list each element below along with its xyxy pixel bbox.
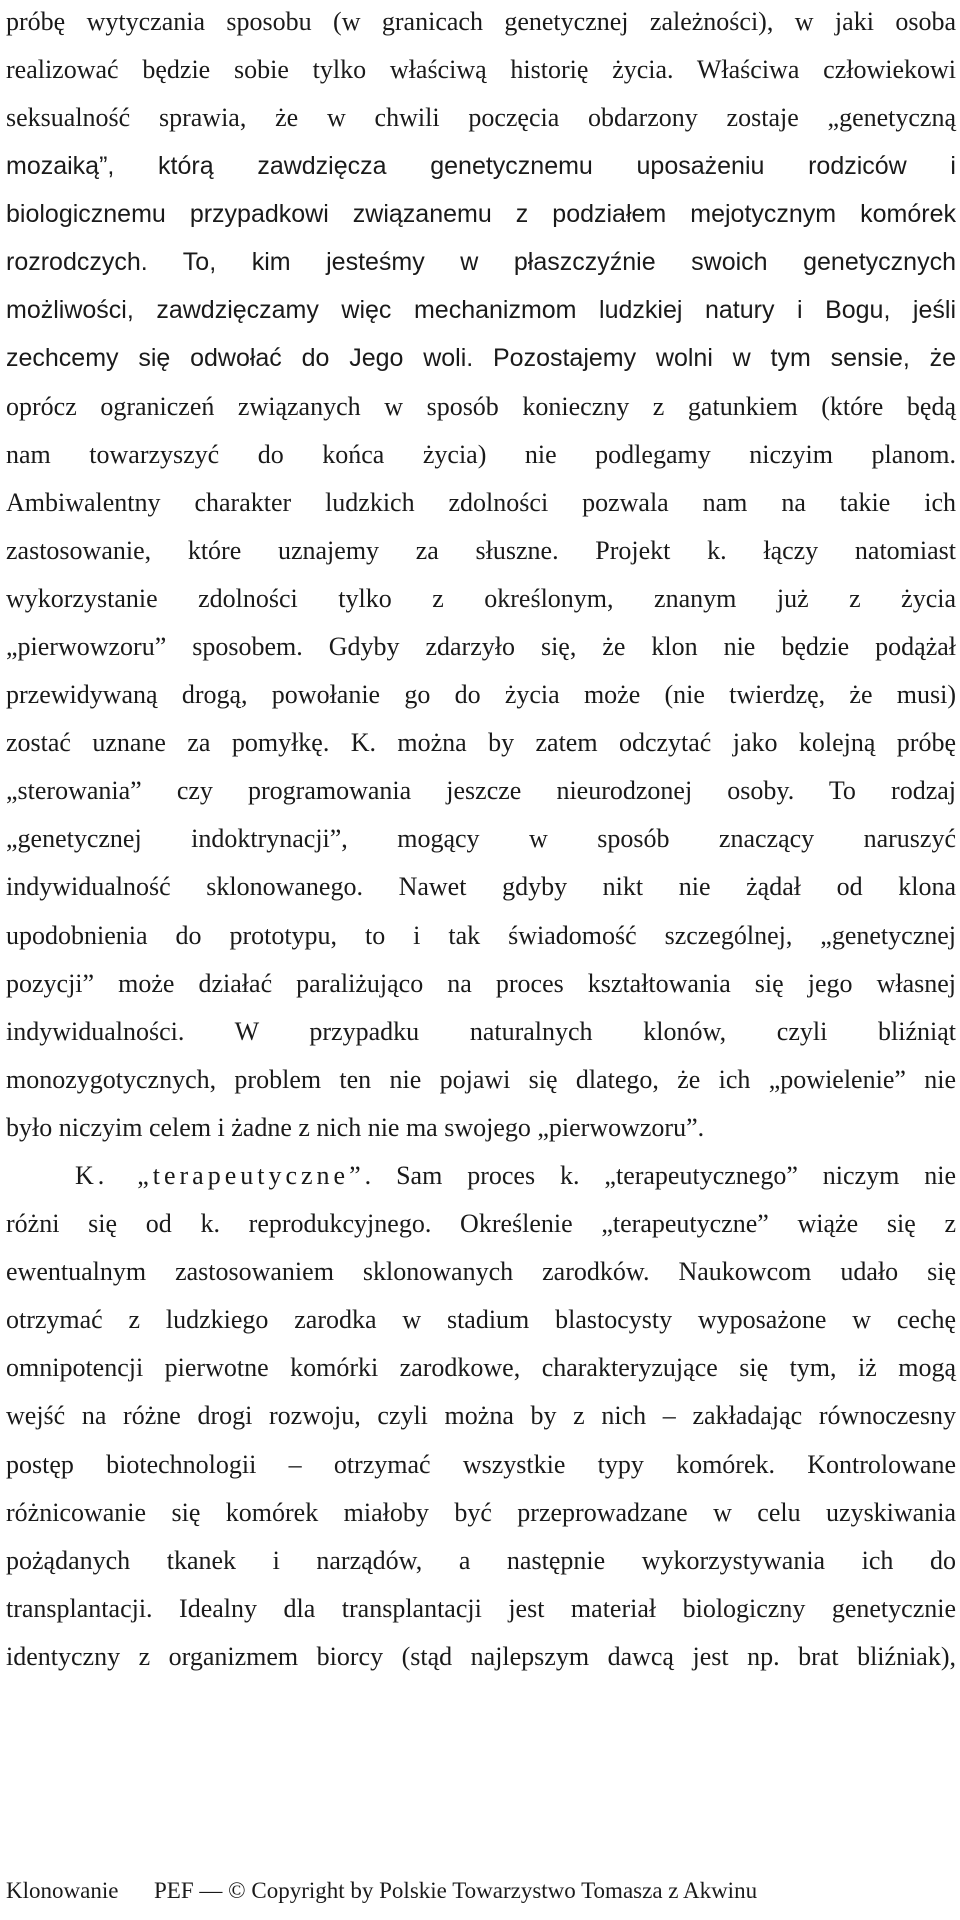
- body-line: było niczyim celem i żadne z nich nie ma swojego „pierwowzoru”.: [6, 1113, 705, 1142]
- body-line: mozaiką”, którą zawdzięcza genetycznemu uposażeniu rodziców i: [6, 152, 956, 180]
- body-line: przewidywaną drogą, powołanie go do życia może (nie twierdzę, że musi): [6, 680, 956, 709]
- body-line: „sterowania” czy programowania jeszcze nieurodzonej osoby. To rodzaj: [6, 776, 956, 805]
- body-line: realizować będzie sobie tylko właściwą historię życia. Właściwa człowiekowi: [6, 55, 956, 84]
- footer-copyright: PEF — © Copyright by Polskie Towarzystwo Tomasza z Akwinu: [154, 1878, 758, 1903]
- body-line: różnicowanie się komórek miałoby być przeprowadzane w celu uzyskiwania: [6, 1498, 956, 1527]
- page-footer: [6, 1873, 956, 1909]
- body-line: zostać uznane za pomyłkę. K. można by zatem odczytać jako kolejną próbę: [6, 728, 956, 757]
- body-line: monozygotycznych, problem ten nie pojawi się dlatego, że ich „powielenie” nie: [6, 1065, 956, 1094]
- body-line: pożądanych tkanek i narządów, a następnie wykorzystywania ich do: [6, 1546, 956, 1575]
- body-line: możliwości, zawdzięczamy więc mechanizmom ludzkiej natury i Bogu, jeśli: [6, 296, 956, 324]
- body-line: indywidualności. W przypadku naturalnych klonów, czyli bliźniąt: [6, 1017, 956, 1046]
- body-line: biologicznemu przypadkowi związanemu z podziałem mejotycznym komórek: [6, 200, 956, 228]
- document-page: [6, 0, 956, 1920]
- body-line: wykorzystanie zdolności tylko z określonym, znanym już z życia: [6, 584, 956, 613]
- body-line: identyczny z organizmem biorcy (stąd najlepszym dawcą jest np. brat bliźniak),: [6, 1642, 956, 1671]
- body-line: różni się od k. reprodukcyjnego. Określenie „terapeutyczne” wiąże się z: [6, 1209, 956, 1238]
- body-line: „pierwowzoru” sposobem. Gdyby zdarzyło się, że klon nie będzie podążał: [6, 632, 956, 661]
- body-line: upodobnienia do prototypu, to i tak świadomość szczególnej, „genetycznej: [6, 921, 956, 950]
- footer-title: Klonowanie: [6, 1878, 119, 1903]
- section-heading: K. „terapeutyczne”: [75, 1161, 365, 1190]
- body-line: zechcemy się odwołać do Jego woli. Pozostajemy wolni w tym sensie, że: [6, 344, 956, 372]
- body-line: seksualność sprawia, że w chwili poczęcia obdarzony zostaje „genetyczną: [6, 103, 956, 132]
- body-line: otrzymać z ludzkiego zarodka w stadium blastocysty wyposażone w cechę: [6, 1305, 956, 1334]
- section-first-line-text: . Sam proces k. „terapeutycznego” niczym nie: [364, 1161, 957, 1190]
- section-first-line: [6, 1156, 956, 1196]
- body-line: zastosowanie, które uznajemy za słuszne. Projekt k. łączy natomiast: [6, 536, 956, 565]
- body-line: „genetycznej indoktrynacji”, mogący w sposób znaczący naruszyć: [6, 824, 956, 853]
- body-line: wejść na różne drogi rozwoju, czyli można by z nich – zakładając równoczesny: [6, 1401, 956, 1430]
- body-line: postęp biotechnologii – otrzymać wszystkie typy komórek. Kontrolowane: [6, 1450, 956, 1479]
- body-line: rozrodczych. To, kim jesteśmy w płaszczyźnie swoich genetycznych: [6, 248, 956, 276]
- body-line: omnipotencji pierwotne komórki zarodkowe, charakteryzujące się tym, iż mogą: [6, 1353, 956, 1382]
- body-line: Ambiwalentny charakter ludzkich zdolności pozwala nam na takie ich: [6, 488, 956, 517]
- body-line: próbę wytyczania sposobu (w granicach genetycznej zależności), w jaki osoba: [6, 7, 956, 36]
- body-line: ewentualnym zastosowaniem sklonowanych zarodków. Naukowcom udało się: [6, 1257, 956, 1286]
- body-line: indywidualność sklonowanego. Nawet gdyby nikt nie żądał od klona: [6, 872, 956, 901]
- body-line: oprócz ograniczeń związanych w sposób konieczny z gatunkiem (które będą: [6, 392, 956, 421]
- body-line: nam towarzyszyć do końca życia) nie podlegamy niczyim planom.: [6, 440, 956, 469]
- body-line: pozycji” może działać paraliżująco na proces kształtowania się jego własnej: [6, 969, 956, 998]
- body-line: transplantacji. Idealny dla transplantacji jest materiał biologiczny genetycznie: [6, 1594, 956, 1623]
